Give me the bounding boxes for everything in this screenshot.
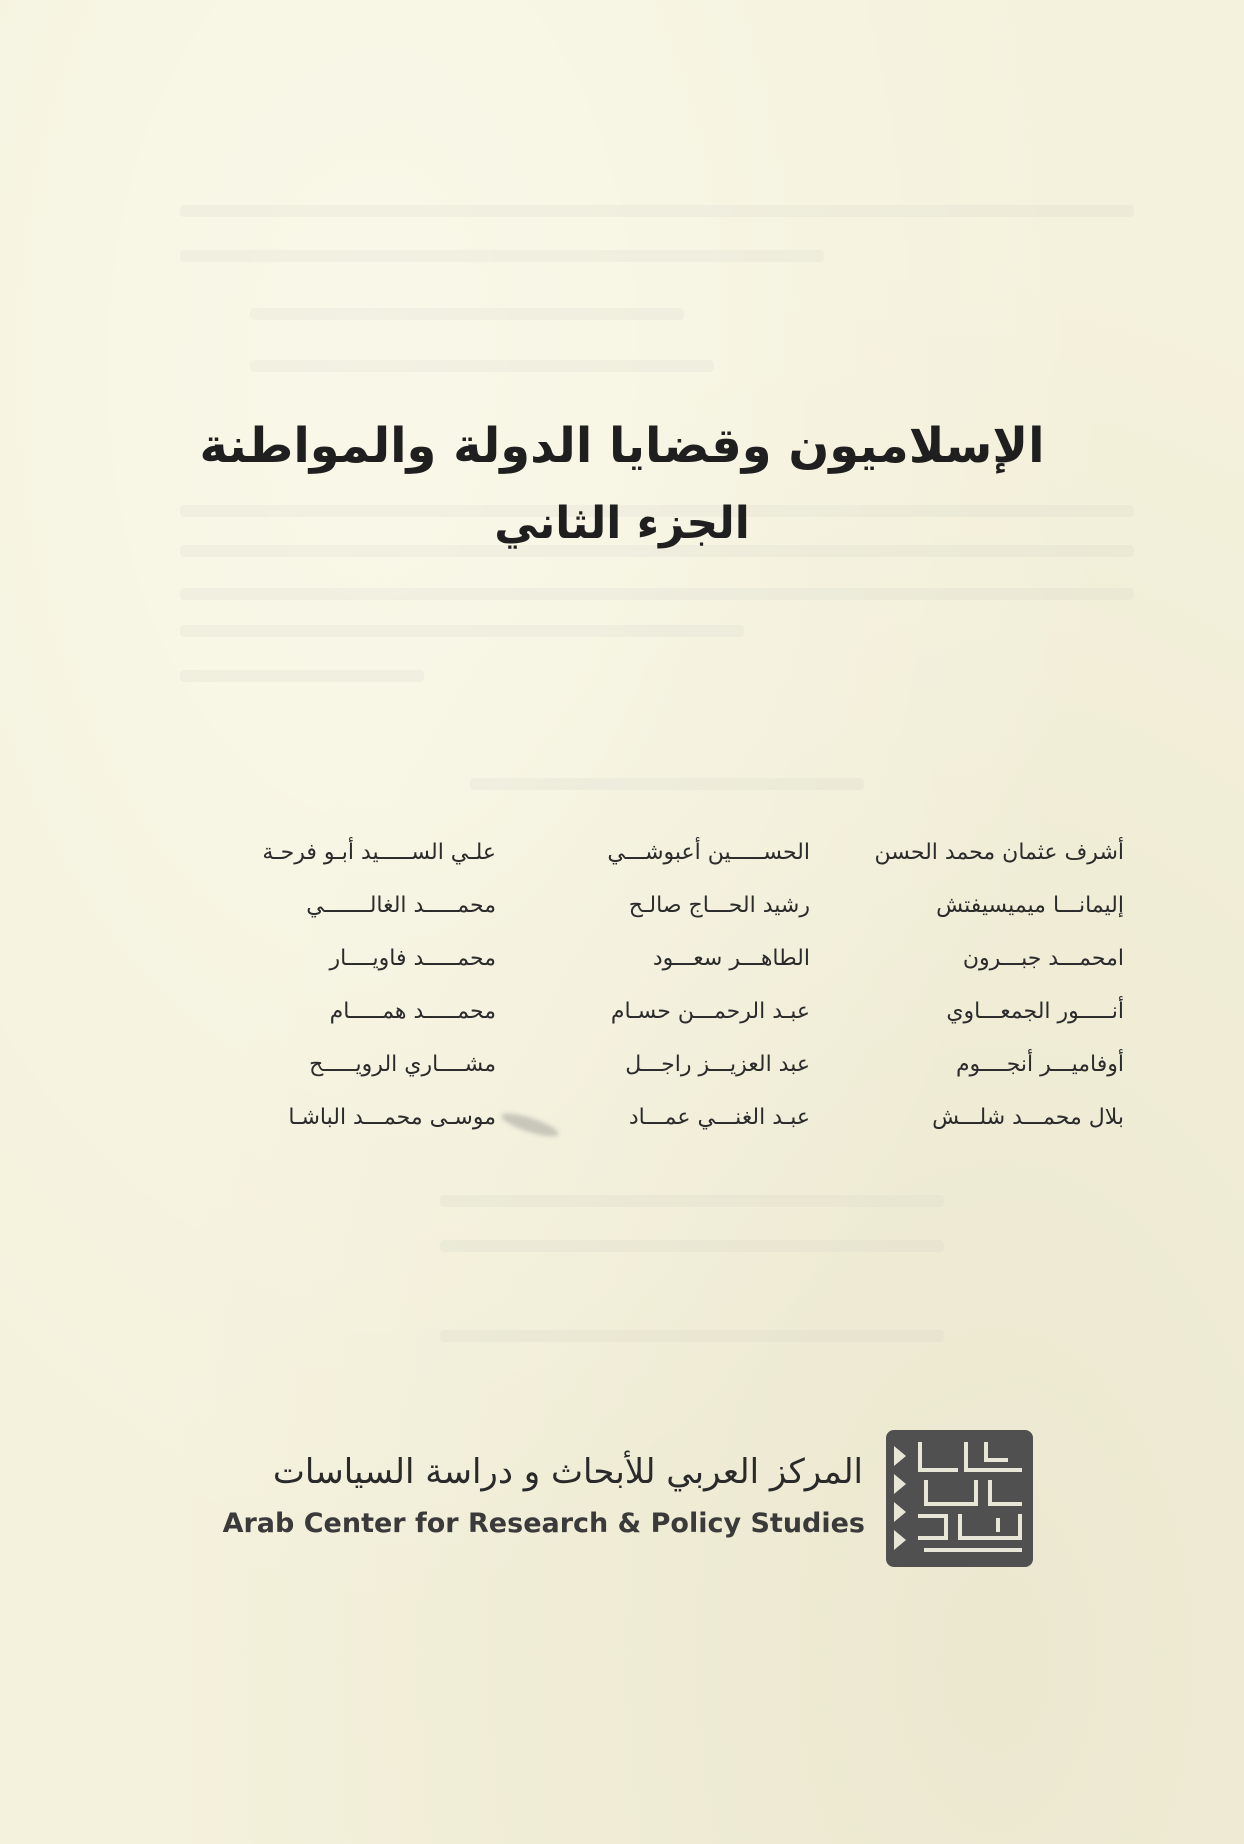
show-through-line xyxy=(180,250,824,262)
show-through-line xyxy=(180,670,424,682)
author-name: أشرف عثمان محمد الحسن xyxy=(874,840,1124,865)
publisher-block xyxy=(222,1430,1033,1570)
show-through-line xyxy=(250,308,684,320)
authors-row xyxy=(180,1091,1124,1144)
author-name: محمـــــد همـــــام xyxy=(329,999,496,1024)
authors-list xyxy=(180,826,1124,1144)
publisher-name-arabic: المركز العربي للأبحاث و دراسة السياسات xyxy=(272,1452,863,1492)
author-name: مشــــاري الرويـــــح xyxy=(309,1052,496,1077)
author-name: رشيد الحـــاج صالـح xyxy=(628,893,810,918)
show-through-line xyxy=(440,1240,944,1252)
show-through-line xyxy=(250,360,714,372)
author-name: علـي الســـــيد أبـو فرحـة xyxy=(262,840,496,865)
logo-glyph-icon xyxy=(886,1430,1033,1567)
show-through-line xyxy=(440,1330,944,1342)
show-through-line xyxy=(180,588,1134,600)
author-name: أنـــــور الجمعـــاوي xyxy=(946,999,1124,1024)
author-name: محمـــــد فاويــــار xyxy=(329,946,496,971)
authors-row xyxy=(180,879,1124,932)
book-title: الإسلاميون وقضايا الدولة والمواطنة xyxy=(199,418,1045,474)
author-name: الحســـــين أعبوشـــي xyxy=(607,840,810,865)
author-name: عبد العزيـــز راجـــل xyxy=(625,1052,810,1077)
show-through-line xyxy=(470,778,864,790)
arab-center-logo-icon xyxy=(886,1430,1033,1567)
author-name: عبـد الغنـــي عمـــاد xyxy=(628,1105,810,1130)
book-subtitle: الجزء الثاني xyxy=(494,498,750,549)
publisher-name-english: Arab Center for Research & Policy Studies xyxy=(222,1508,865,1539)
authors-row xyxy=(180,932,1124,985)
author-name: موسـى محمـــد الباشـا xyxy=(288,1105,496,1130)
author-name: بلال محمـــد شلـــش xyxy=(932,1105,1124,1130)
authors-row xyxy=(180,1038,1124,1091)
author-name: محمـــــد الغالـــــــي xyxy=(306,893,496,918)
authors-row xyxy=(180,985,1124,1038)
author-name: امحمـــد جبـــرون xyxy=(962,946,1124,971)
author-name: عبـد الرحمـــن حسـام xyxy=(610,999,810,1024)
author-name: الطاهـــر سعـــود xyxy=(652,946,810,971)
show-through-line xyxy=(440,1195,944,1207)
show-through-line xyxy=(180,205,1134,217)
author-name: إليمانـــا ميميسيفتش xyxy=(936,893,1124,918)
authors-row xyxy=(180,826,1124,879)
show-through-line xyxy=(180,625,744,637)
author-name: أوفاميـــر أنجــــوم xyxy=(955,1052,1124,1077)
